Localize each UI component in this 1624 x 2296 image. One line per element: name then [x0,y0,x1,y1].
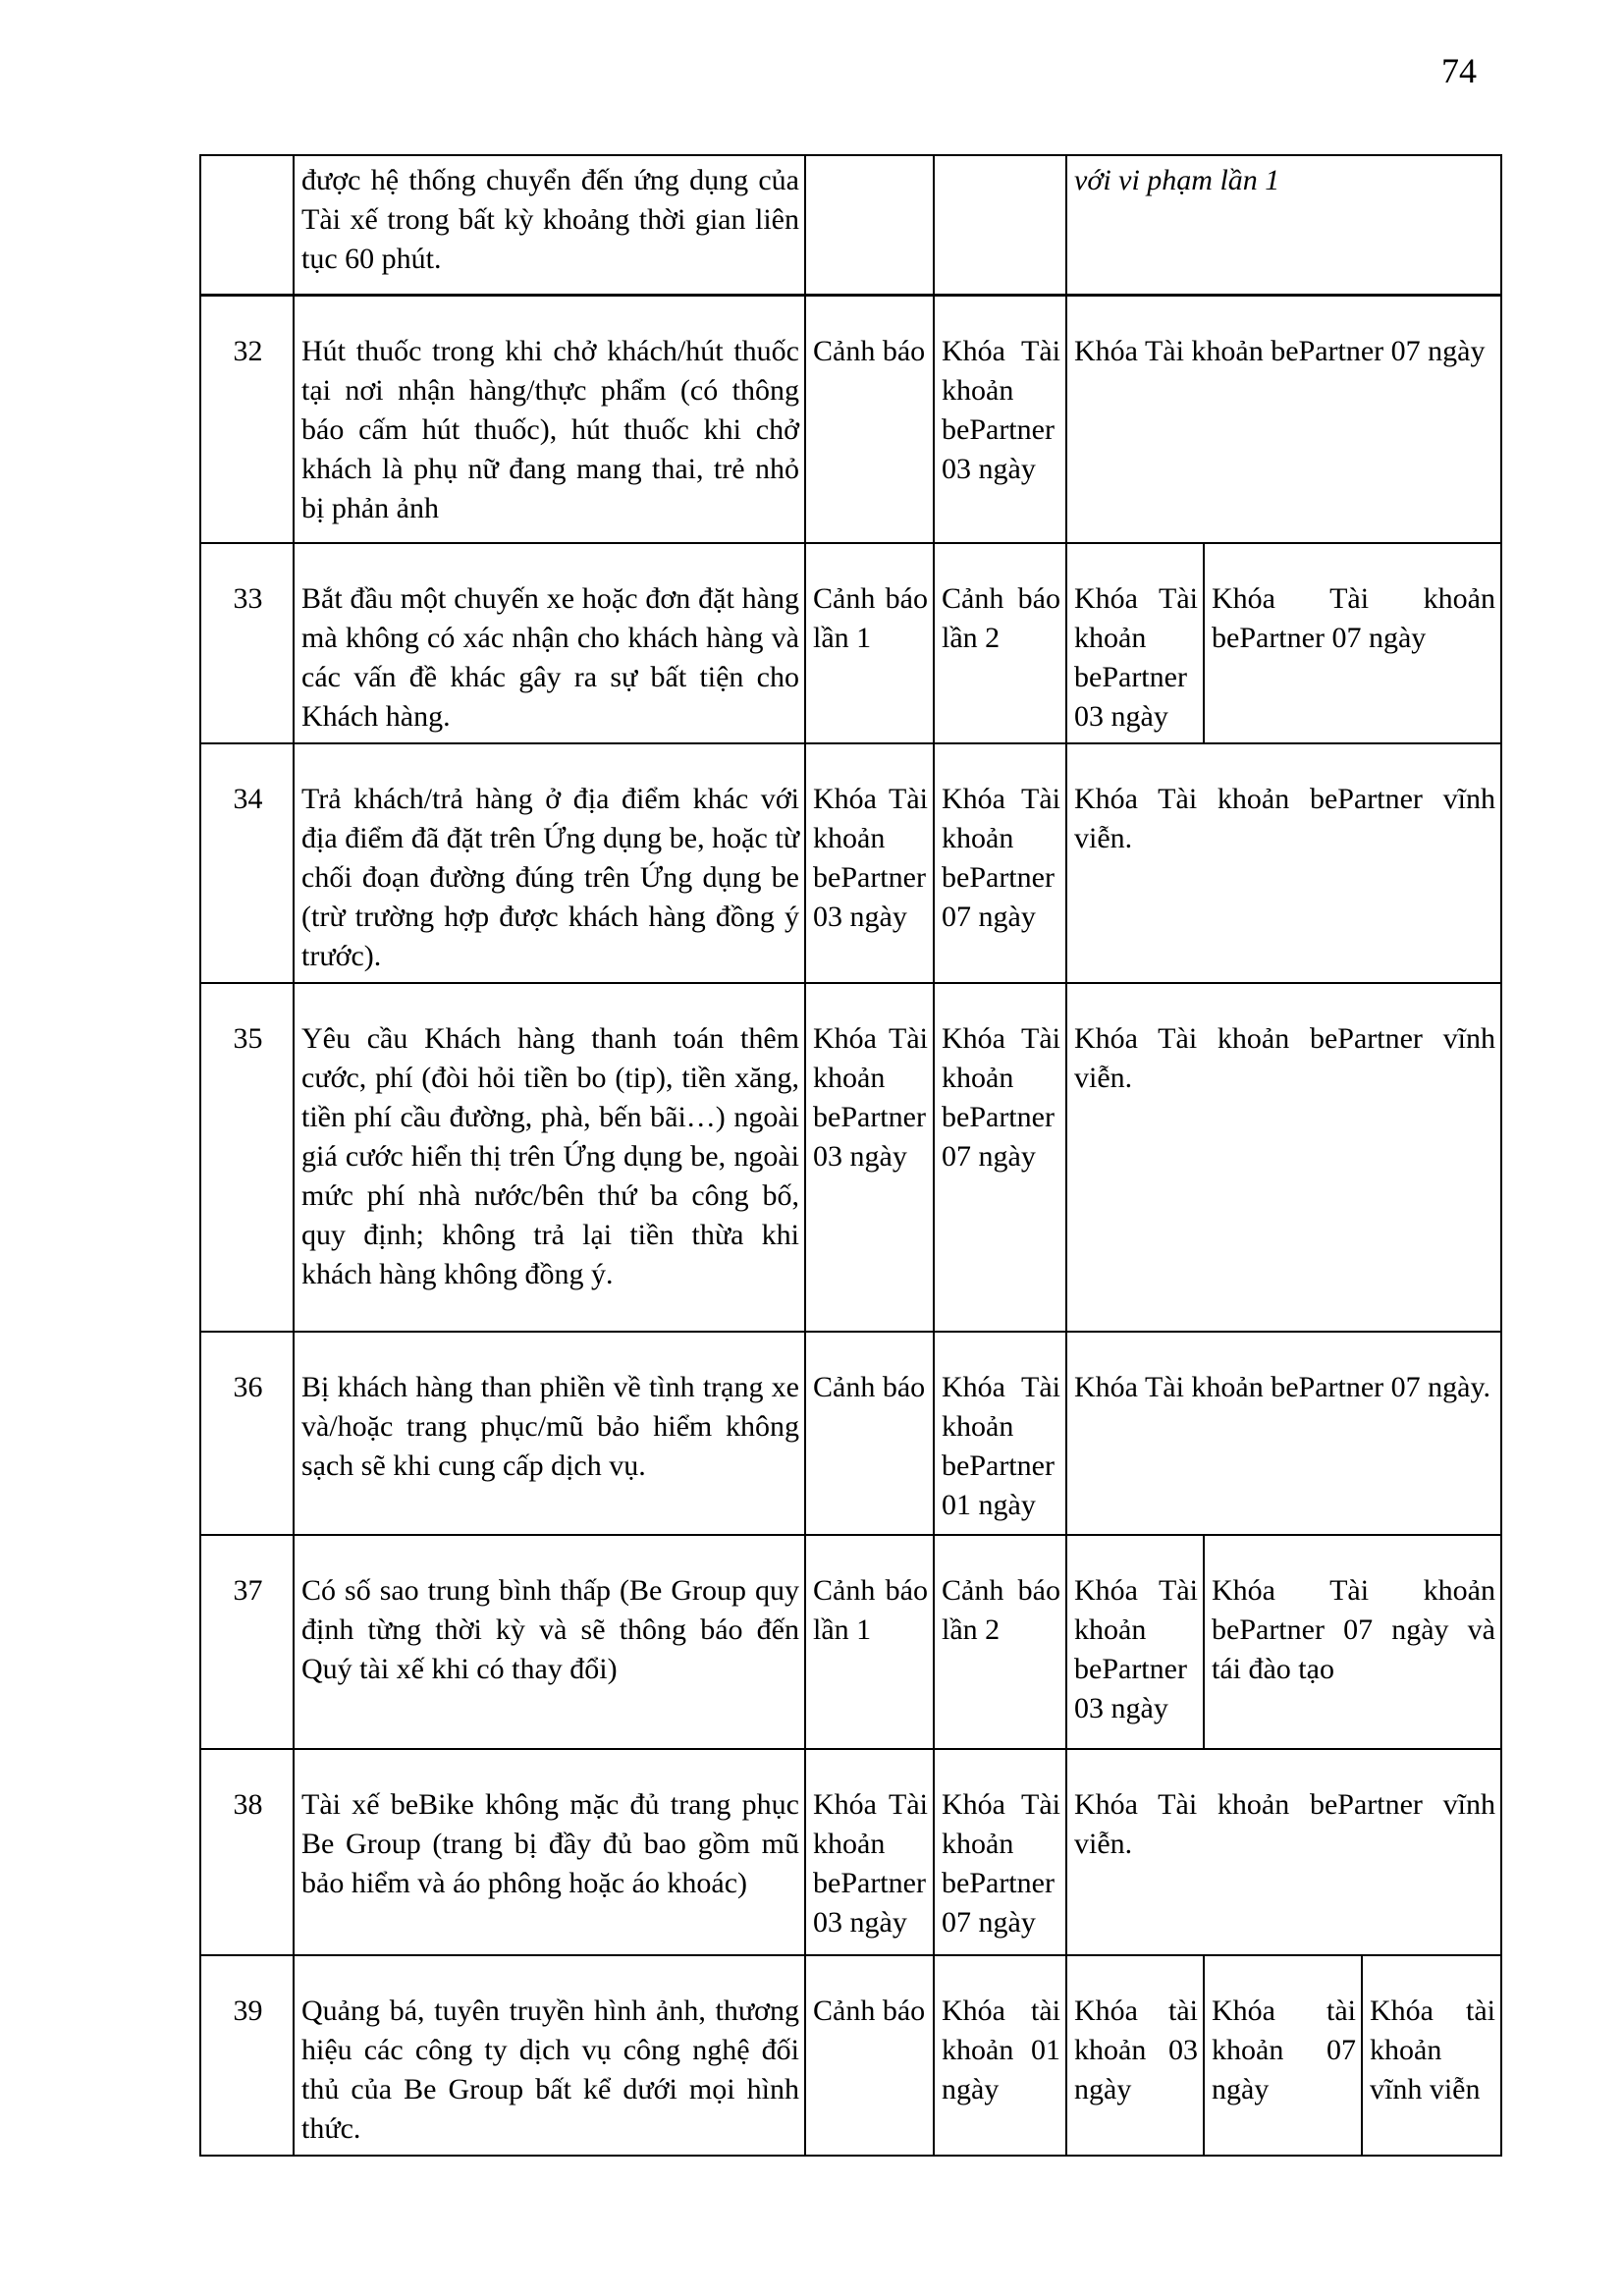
penalty-cell: Khóa Tài khoản bePartner 07 ngày [934,743,1066,983]
penalty-cell: Khóa Tài khoản bePartner 07 ngày [1066,295,1501,543]
row-number-cell: 32 [200,295,294,543]
penalty-cell: Cảnh báo lần 2 [934,1535,1066,1749]
penalty-cell: Khóa Tài khoản bePartner 07 ngày [1204,543,1501,743]
table-row [200,983,1501,1332]
penalty-cell: Khóa Tài khoản bePartner 07 ngày và tái đào tạo [1204,1535,1501,1749]
penalty-cell [934,155,1066,295]
penalty-cell: Cảnh báo [805,1955,934,2156]
violations-penalty-table [199,154,1502,2157]
penalty-cell: Khóa Tài khoản bePartner 07 ngày [934,983,1066,1332]
table-row [200,543,1501,743]
penalty-cell: Khóa Tài khoản bePartner 03 ngày [934,295,1066,543]
penalty-cell: Cảnh báo lần 1 [805,543,934,743]
table-row [200,1749,1501,1955]
row-number-cell: 37 [200,1535,294,1749]
penalty-cell: Khóa Tài khoản bePartner vĩnh viễn. [1066,743,1501,983]
violation-description-cell: Trả khách/trả hàng ở địa điểm khác với địa điểm đã đặt trên Ứng dụng be, hoặc từ chối đoạn đường đúng trên Ứng dụng be (trừ trường hợp được khách hàng đồng ý trước). [294,743,805,983]
row-number-cell: 34 [200,743,294,983]
penalty-cell: Khóa Tài khoản bePartner 03 ngày [805,743,934,983]
penalty-cell: Cảnh báo [805,295,934,543]
penalty-cell: Khóa tài khoản vĩnh viễn [1362,1955,1501,2156]
penalty-cell: Khóa tài khoản 01 ngày [934,1955,1066,2156]
violation-description-cell: Có số sao trung bình thấp (Be Group quy định từng thời kỳ và sẽ thông báo đến Quý tài xế khi có thay đổi) [294,1535,805,1749]
row-number-cell: 38 [200,1749,294,1955]
penalty-cell: Khóa Tài khoản bePartner vĩnh viễn. [1066,983,1501,1332]
penalty-cell: Khóa Tài khoản bePartner 07 ngày [934,1749,1066,1955]
row-number-cell [200,155,294,295]
violation-description-cell: Yêu cầu Khách hàng thanh toán thêm cước, phí (đòi hỏi tiền bo (tip), tiền xăng, tiền phí cầu đường, phà, bến bãi…) ngoài giá cước hiển thị trên Ứng dụng be, ngoài mức phí nhà nước/bên thứ ba công bố, quy định; không trả lại tiền thừa khi khách hàng không đồng ý. [294,983,805,1332]
row-number-cell: 35 [200,983,294,1332]
violation-description-cell: được hệ thống chuyển đến ứng dụng của Tài xế trong bất kỳ khoảng thời gian liên tục 60 phút. [294,155,805,295]
violation-description-cell: Bắt đầu một chuyến xe hoặc đơn đặt hàng mà không có xác nhận cho khách hàng và các vấn đề khác gây ra sự bất tiện cho Khách hàng. [294,543,805,743]
penalty-cell: Khóa Tài khoản bePartner 03 ngày [805,983,934,1332]
violation-description-cell: Bị khách hàng than phiền về tình trạng xe và/hoặc trang phục/mũ bảo hiểm không sạch sẽ khi cung cấp dịch vụ. [294,1332,805,1535]
table-row [200,1332,1501,1535]
table-row [200,1535,1501,1749]
penalty-cell: Cảnh báo lần 2 [934,543,1066,743]
page-number: 74 [1441,51,1477,90]
violation-description-cell: Hút thuốc trong khi chở khách/hút thuốc tại nơi nhận hàng/thực phẩm (có thông báo cấm hút thuốc), hút thuốc khi chở khách là phụ nữ đang mang thai, trẻ nhỏ bị phản ảnh [294,295,805,543]
penalty-cell: Khóa Tài khoản bePartner 03 ngày [1066,543,1204,743]
table-row [200,743,1501,983]
table-row [200,155,1501,295]
penalty-cell [805,155,934,295]
violation-description-cell: Quảng bá, tuyên truyền hình ảnh, thương hiệu các công ty dịch vụ công nghệ đối thủ của Be Group bất kể dưới mọi hình thức. [294,1955,805,2156]
penalty-cell: với vi phạm lần 1 [1066,155,1501,295]
penalty-cell: Cảnh báo lần 1 [805,1535,934,1749]
penalty-cell: Khóa tài khoản 07 ngày [1204,1955,1362,2156]
table-body [200,155,1501,2156]
penalty-cell: Khóa Tài khoản bePartner 01 ngày [934,1332,1066,1535]
row-number-cell: 33 [200,543,294,743]
violation-description-cell: Tài xế beBike không mặc đủ trang phục Be Group (trang bị đầy đủ bao gồm mũ bảo hiểm và áo phông hoặc áo khoác) [294,1749,805,1955]
penalty-cell: Khóa tài khoản 03 ngày [1066,1955,1204,2156]
row-number-cell: 39 [200,1955,294,2156]
row-number-cell: 36 [200,1332,294,1535]
table-row [200,1955,1501,2156]
penalty-cell: Khóa Tài khoản bePartner 03 ngày [1066,1535,1204,1749]
penalty-cell: Cảnh báo [805,1332,934,1535]
penalty-cell: Khóa Tài khoản bePartner 07 ngày. [1066,1332,1501,1535]
table-row [200,295,1501,543]
penalty-cell: Khóa Tài khoản bePartner 03 ngày [805,1749,934,1955]
penalty-cell: Khóa Tài khoản bePartner vĩnh viễn. [1066,1749,1501,1955]
